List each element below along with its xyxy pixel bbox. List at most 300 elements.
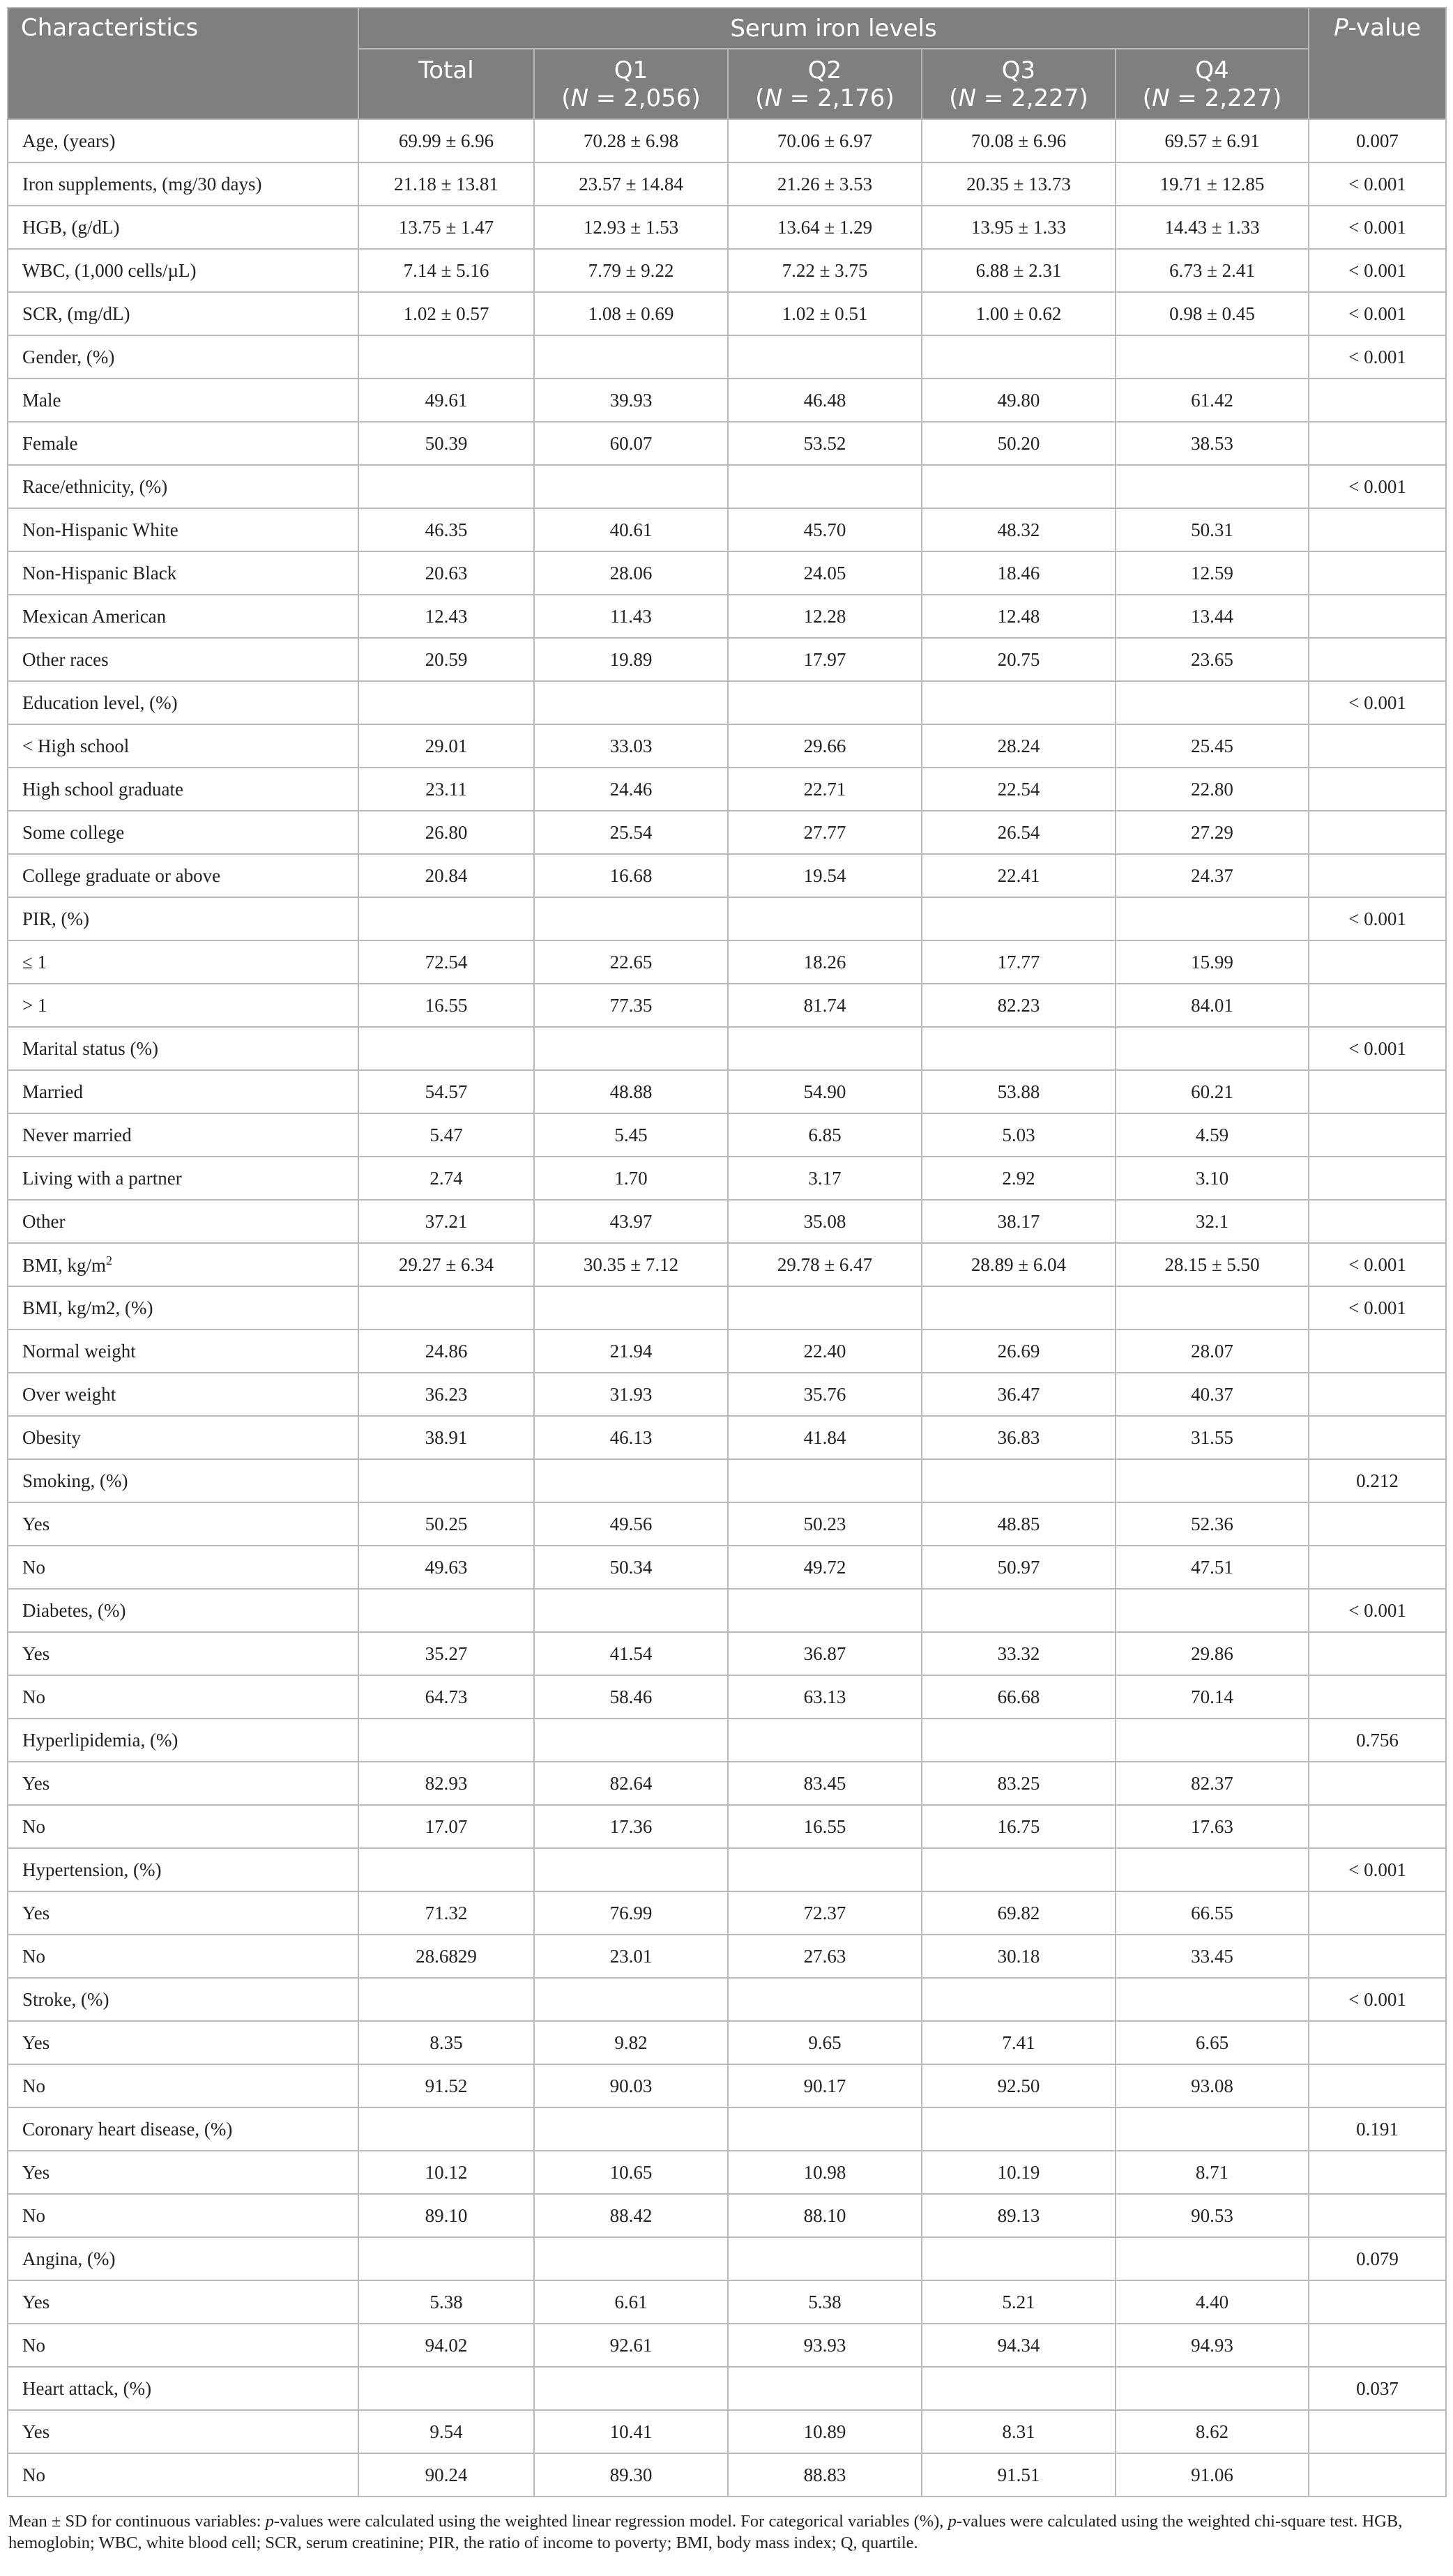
cell-q4: 24.37	[1116, 854, 1309, 897]
row-label: Female	[8, 422, 358, 465]
cell-q3	[922, 2108, 1116, 2151]
cell-p	[1309, 1935, 1446, 1978]
cell-p	[1309, 379, 1446, 422]
cell-q4	[1116, 897, 1309, 940]
cell-q3: 50.97	[922, 1546, 1116, 1589]
cell-q1: 17.36	[534, 1805, 728, 1848]
row-label: No	[8, 1546, 358, 1589]
cell-q1: 1.08 ± 0.69	[534, 292, 728, 335]
header-col-n: (N = 2,227)	[1142, 84, 1282, 112]
cell-total	[358, 1286, 534, 1329]
table-row	[8, 2237, 1446, 2280]
cell-total	[358, 1848, 534, 1891]
cell-q3: 22.54	[922, 768, 1116, 811]
table-row	[8, 1286, 1446, 1329]
cell-q3: 92.50	[922, 2064, 1116, 2108]
cell-q1	[534, 1718, 728, 1762]
table-row	[8, 1978, 1446, 2021]
cell-q3: 10.19	[922, 2151, 1116, 2194]
cell-q4: 15.99	[1116, 940, 1309, 984]
cell-q1: 89.30	[534, 2453, 728, 2497]
table-row	[8, 249, 1446, 292]
cell-q2: 3.17	[728, 1157, 922, 1200]
cell-q4: 8.62	[1116, 2410, 1309, 2453]
cell-total: 8.35	[358, 2021, 534, 2064]
cell-q2: 35.08	[728, 1200, 922, 1243]
cell-q4: 93.08	[1116, 2064, 1309, 2108]
cell-q3: 20.75	[922, 638, 1116, 681]
cell-p: < 0.001	[1309, 1243, 1446, 1286]
header-col-q4	[1116, 49, 1309, 119]
cell-q4	[1116, 1286, 1309, 1329]
cell-total: 20.63	[358, 551, 534, 595]
cell-q1: 23.57 ± 14.84	[534, 162, 728, 206]
cell-total: 12.43	[358, 595, 534, 638]
cell-total: 9.54	[358, 2410, 534, 2453]
cell-q2	[728, 1589, 922, 1632]
header-p-italic: P	[1334, 14, 1348, 42]
cell-total: 24.86	[358, 1329, 534, 1373]
cell-q2: 45.70	[728, 508, 922, 551]
cell-q2: 10.89	[728, 2410, 922, 2453]
cell-p	[1309, 638, 1446, 681]
row-label: HGB, (g/dL)	[8, 206, 358, 249]
cell-q3: 18.46	[922, 551, 1116, 595]
row-label: Stroke, (%)	[8, 1978, 358, 2021]
cell-q4	[1116, 1978, 1309, 2021]
cell-q4: 4.40	[1116, 2280, 1309, 2324]
table-row	[8, 1718, 1446, 1762]
header-serum-iron-levels: Serum iron levels	[358, 8, 1309, 49]
table-row	[8, 1113, 1446, 1157]
cell-q1: 31.93	[534, 1373, 728, 1416]
cell-p	[1309, 724, 1446, 768]
header-characteristics: Characteristics	[8, 8, 358, 119]
cell-q4	[1116, 1589, 1309, 1632]
cell-q1: 23.01	[534, 1935, 728, 1978]
cell-total: 71.32	[358, 1891, 534, 1935]
cell-q4: 31.55	[1116, 1416, 1309, 1459]
cell-q3	[922, 897, 1116, 940]
cell-p: 0.007	[1309, 119, 1446, 162]
row-label: Smoking, (%)	[8, 1459, 358, 1502]
footnote-part-1: Mean ± SD for continuous variables:	[8, 2512, 266, 2531]
cell-q4: 52.36	[1116, 1502, 1309, 1546]
cell-q1: 39.93	[534, 379, 728, 422]
cell-q3: 6.88 ± 2.31	[922, 249, 1116, 292]
cell-q1: 12.93 ± 1.53	[534, 206, 728, 249]
cell-q4: 29.86	[1116, 1632, 1309, 1675]
cell-q3: 94.34	[922, 2324, 1116, 2367]
cell-q3	[922, 1286, 1116, 1329]
table-row	[8, 1632, 1446, 1675]
cell-p: < 0.001	[1309, 1589, 1446, 1632]
cell-q3	[922, 2367, 1116, 2410]
cell-total	[358, 465, 534, 508]
baseline-characteristics-table	[7, 7, 1447, 2497]
cell-p: < 0.001	[1309, 1286, 1446, 1329]
cell-q4: 40.37	[1116, 1373, 1309, 1416]
row-label: No	[8, 2324, 358, 2367]
cell-q1: 92.61	[534, 2324, 728, 2367]
row-label: Married	[8, 1070, 358, 1113]
cell-q2: 70.06 ± 6.97	[728, 119, 922, 162]
cell-q3: 13.95 ± 1.33	[922, 206, 1116, 249]
cell-p: < 0.001	[1309, 1027, 1446, 1070]
cell-p: < 0.001	[1309, 292, 1446, 335]
cell-q2: 18.26	[728, 940, 922, 984]
cell-p	[1309, 2453, 1446, 2497]
table-row	[8, 1373, 1446, 1416]
cell-total: 29.27 ± 6.34	[358, 1243, 534, 1286]
row-label: ≤ 1	[8, 940, 358, 984]
cell-p: < 0.001	[1309, 206, 1446, 249]
cell-q3: 5.03	[922, 1113, 1116, 1157]
cell-q3: 12.48	[922, 595, 1116, 638]
table-row	[8, 897, 1446, 940]
cell-total	[358, 2108, 534, 2151]
cell-q2: 41.84	[728, 1416, 922, 1459]
cell-q1: 10.41	[534, 2410, 728, 2453]
table-row	[8, 292, 1446, 335]
cell-p: < 0.001	[1309, 1848, 1446, 1891]
cell-total: 29.01	[358, 724, 534, 768]
row-label: Living with a partner	[8, 1157, 358, 1200]
cell-p: 0.079	[1309, 2237, 1446, 2280]
cell-q2: 72.37	[728, 1891, 922, 1935]
header-col-q1	[534, 49, 728, 119]
cell-total: 20.84	[358, 854, 534, 897]
cell-total: 5.47	[358, 1113, 534, 1157]
table-row	[8, 1891, 1446, 1935]
cell-q1: 60.07	[534, 422, 728, 465]
cell-total: 1.02 ± 0.57	[358, 292, 534, 335]
cell-q3: 2.92	[922, 1157, 1116, 1200]
table-row	[8, 162, 1446, 206]
cell-total: 49.63	[358, 1546, 534, 1589]
cell-q3: 36.47	[922, 1373, 1116, 1416]
cell-total	[358, 1978, 534, 2021]
cell-q1	[534, 335, 728, 379]
cell-total	[358, 335, 534, 379]
cell-p: < 0.001	[1309, 162, 1446, 206]
cell-q2	[728, 897, 922, 940]
cell-q3: 48.32	[922, 508, 1116, 551]
header-col-q2	[728, 49, 922, 119]
cell-q2	[728, 2237, 922, 2280]
cell-q4: 94.93	[1116, 2324, 1309, 2367]
table-row	[8, 724, 1446, 768]
cell-q3: 7.41	[922, 2021, 1116, 2064]
row-label: Over weight	[8, 1373, 358, 1416]
cell-q1: 9.82	[534, 2021, 728, 2064]
cell-q3: 28.24	[922, 724, 1116, 768]
cell-total: 64.73	[358, 1675, 534, 1718]
table-row	[8, 1762, 1446, 1805]
cell-q3: 70.08 ± 6.96	[922, 119, 1116, 162]
cell-p	[1309, 2410, 1446, 2453]
cell-q1: 11.43	[534, 595, 728, 638]
cell-q3: 1.00 ± 0.62	[922, 292, 1116, 335]
cell-q4: 23.65	[1116, 638, 1309, 681]
cell-p	[1309, 1891, 1446, 1935]
row-label: Marital status (%)	[8, 1027, 358, 1070]
cell-p: < 0.001	[1309, 465, 1446, 508]
cell-q3: 66.68	[922, 1675, 1116, 1718]
cell-q1	[534, 1027, 728, 1070]
cell-q3: 91.51	[922, 2453, 1116, 2497]
cell-q1	[534, 1459, 728, 1502]
cell-q4: 27.29	[1116, 811, 1309, 854]
cell-total	[358, 897, 534, 940]
cell-q4: 0.98 ± 0.45	[1116, 292, 1309, 335]
cell-p	[1309, 2151, 1446, 2194]
cell-q3: 53.88	[922, 1070, 1116, 1113]
cell-q1	[534, 2367, 728, 2410]
table-row	[8, 2021, 1446, 2064]
row-label: Mexican American	[8, 595, 358, 638]
cell-q4: 47.51	[1116, 1546, 1309, 1589]
cell-q1	[534, 465, 728, 508]
row-label: High school graduate	[8, 768, 358, 811]
table-body	[8, 119, 1446, 2497]
cell-p	[1309, 1329, 1446, 1373]
cell-q1	[534, 897, 728, 940]
row-label: Non-Hispanic Black	[8, 551, 358, 595]
cell-q2: 29.78 ± 6.47	[728, 1243, 922, 1286]
cell-q2	[728, 1286, 922, 1329]
cell-q3: 38.17	[922, 1200, 1116, 1243]
table-row	[8, 854, 1446, 897]
table-row	[8, 2064, 1446, 2108]
cell-q1: 16.68	[534, 854, 728, 897]
cell-q4: 6.73 ± 2.41	[1116, 249, 1309, 292]
cell-q3: 48.85	[922, 1502, 1116, 1546]
cell-q1: 33.03	[534, 724, 728, 768]
row-label: < High school	[8, 724, 358, 768]
cell-total: 7.14 ± 5.16	[358, 249, 534, 292]
cell-q2: 27.63	[728, 1935, 922, 1978]
table-container	[7, 7, 1445, 2554]
cell-total: 69.99 ± 6.96	[358, 119, 534, 162]
cell-q2	[728, 465, 922, 508]
cell-q2: 24.05	[728, 551, 922, 595]
cell-total: 82.93	[358, 1762, 534, 1805]
cell-total: 5.38	[358, 2280, 534, 2324]
footnote-part-3: -values were calculated using the weighted chi-square test. HGB, hemoglobin; WBC, white blood cell; SCR, serum creatinine; PIR, the ratio of income to poverty; BMI, body mass index; Q, quartile.	[8, 2512, 1403, 2552]
cell-q4: 22.80	[1116, 768, 1309, 811]
cell-q3	[922, 1848, 1116, 1891]
cell-q3: 69.82	[922, 1891, 1116, 1935]
table-row	[8, 1200, 1446, 1243]
cell-q2: 9.65	[728, 2021, 922, 2064]
cell-q4	[1116, 335, 1309, 379]
cell-q4: 19.71 ± 12.85	[1116, 162, 1309, 206]
cell-p	[1309, 1070, 1446, 1113]
cell-q1: 58.46	[534, 1675, 728, 1718]
cell-q2	[728, 2108, 922, 2151]
table-row	[8, 2108, 1446, 2151]
cell-q2: 35.76	[728, 1373, 922, 1416]
row-label: Diabetes, (%)	[8, 1589, 358, 1632]
cell-q1: 1.70	[534, 1157, 728, 1200]
cell-q2: 63.13	[728, 1675, 922, 1718]
cell-p	[1309, 1373, 1446, 1416]
table-row	[8, 2151, 1446, 2194]
row-label: SCR, (mg/dL)	[8, 292, 358, 335]
table-row	[8, 335, 1446, 379]
cell-total	[358, 1589, 534, 1632]
cell-total: 13.75 ± 1.47	[358, 206, 534, 249]
cell-q2: 81.74	[728, 984, 922, 1027]
cell-q3: 30.18	[922, 1935, 1116, 1978]
cell-total: 89.10	[358, 2194, 534, 2237]
cell-q2	[728, 2367, 922, 2410]
cell-total: 90.24	[358, 2453, 534, 2497]
cell-q4: 28.07	[1116, 1329, 1309, 1373]
cell-q1	[534, 1589, 728, 1632]
cell-q1: 43.97	[534, 1200, 728, 1243]
row-label: Never married	[8, 1113, 358, 1157]
cell-q3: 82.23	[922, 984, 1116, 1027]
row-label: No	[8, 1805, 358, 1848]
cell-total	[358, 1718, 534, 1762]
cell-total: 72.54	[358, 940, 534, 984]
row-label: No	[8, 1675, 358, 1718]
cell-q2: 93.93	[728, 2324, 922, 2367]
table-footnote	[7, 2510, 1449, 2554]
cell-q2: 22.71	[728, 768, 922, 811]
cell-q2: 29.66	[728, 724, 922, 768]
cell-p: 0.191	[1309, 2108, 1446, 2151]
cell-p	[1309, 551, 1446, 595]
cell-total: 49.61	[358, 379, 534, 422]
cell-q2: 10.98	[728, 2151, 922, 2194]
row-label: Hypertension, (%)	[8, 1848, 358, 1891]
row-label: Yes	[8, 1762, 358, 1805]
cell-q4	[1116, 1459, 1309, 1502]
row-label: Heart attack, (%)	[8, 2367, 358, 2410]
cell-p	[1309, 1546, 1446, 1589]
cell-q3	[922, 1027, 1116, 1070]
cell-q2: 21.26 ± 3.53	[728, 162, 922, 206]
row-label: Male	[8, 379, 358, 422]
cell-q2: 90.17	[728, 2064, 922, 2108]
header-col-n: (N = 2,176)	[755, 84, 895, 112]
cell-total: 17.07	[358, 1805, 534, 1848]
cell-total	[358, 1459, 534, 1502]
cell-q1	[534, 1848, 728, 1891]
cell-q1	[534, 1286, 728, 1329]
cell-p	[1309, 1200, 1446, 1243]
cell-q4	[1116, 1848, 1309, 1891]
cell-q3: 8.31	[922, 2410, 1116, 2453]
row-label: Gender, (%)	[8, 335, 358, 379]
row-label: Hyperlipidemia, (%)	[8, 1718, 358, 1762]
cell-p	[1309, 2064, 1446, 2108]
cell-q4: 82.37	[1116, 1762, 1309, 1805]
cell-q4: 91.06	[1116, 2453, 1309, 2497]
cell-q2: 27.77	[728, 811, 922, 854]
table-row	[8, 638, 1446, 681]
table-row	[8, 1502, 1446, 1546]
cell-q1: 19.89	[534, 638, 728, 681]
header-col-name: Q3	[1001, 56, 1036, 84]
cell-total: 20.59	[358, 638, 534, 681]
cell-q4: 8.71	[1116, 2151, 1309, 2194]
cell-p	[1309, 508, 1446, 551]
table-row	[8, 1243, 1446, 1286]
cell-q4	[1116, 2237, 1309, 2280]
cell-total: 26.80	[358, 811, 534, 854]
cell-q2: 12.28	[728, 595, 922, 638]
table-header	[8, 8, 1446, 119]
cell-q4: 69.57 ± 6.91	[1116, 119, 1309, 162]
row-label: No	[8, 1935, 358, 1978]
cell-p	[1309, 940, 1446, 984]
table-row	[8, 1157, 1446, 1200]
cell-q4: 12.59	[1116, 551, 1309, 595]
cell-q2: 53.52	[728, 422, 922, 465]
cell-q2: 22.40	[728, 1329, 922, 1373]
row-label: Yes	[8, 2151, 358, 2194]
cell-q1: 30.35 ± 7.12	[534, 1243, 728, 1286]
cell-p	[1309, 1805, 1446, 1848]
cell-q1: 40.61	[534, 508, 728, 551]
cell-q4: 13.44	[1116, 595, 1309, 638]
cell-q2	[728, 681, 922, 724]
cell-p	[1309, 1632, 1446, 1675]
cell-p	[1309, 768, 1446, 811]
cell-q3: 89.13	[922, 2194, 1116, 2237]
cell-q4: 25.45	[1116, 724, 1309, 768]
cell-q3: 26.54	[922, 811, 1116, 854]
cell-q1: 28.06	[534, 551, 728, 595]
cell-q3: 83.25	[922, 1762, 1116, 1805]
table-row	[8, 2410, 1446, 2453]
row-label: Yes	[8, 2021, 358, 2064]
table-row	[8, 940, 1446, 984]
cell-q2: 6.85	[728, 1113, 922, 1157]
table-row	[8, 379, 1446, 422]
table-row	[8, 768, 1446, 811]
cell-p	[1309, 811, 1446, 854]
cell-total	[358, 2237, 534, 2280]
cell-q2	[728, 1718, 922, 1762]
table-row	[8, 1546, 1446, 1589]
cell-q4	[1116, 2367, 1309, 2410]
row-label: Normal weight	[8, 1329, 358, 1373]
table-row	[8, 811, 1446, 854]
cell-total: 38.91	[358, 1416, 534, 1459]
cell-q4: 61.42	[1116, 379, 1309, 422]
table-row	[8, 681, 1446, 724]
cell-q2: 1.02 ± 0.51	[728, 292, 922, 335]
table-row	[8, 1675, 1446, 1718]
table-row	[8, 1027, 1446, 1070]
cell-p	[1309, 1113, 1446, 1157]
header-col-name: Q4	[1195, 56, 1229, 84]
cell-q2: 83.45	[728, 1762, 922, 1805]
row-label: College graduate or above	[8, 854, 358, 897]
cell-p	[1309, 1675, 1446, 1718]
cell-q4: 60.21	[1116, 1070, 1309, 1113]
cell-q4: 4.59	[1116, 1113, 1309, 1157]
row-label: Other	[8, 1200, 358, 1243]
cell-q3	[922, 1978, 1116, 2021]
cell-q3: 17.77	[922, 940, 1116, 984]
cell-q4: 32.1	[1116, 1200, 1309, 1243]
